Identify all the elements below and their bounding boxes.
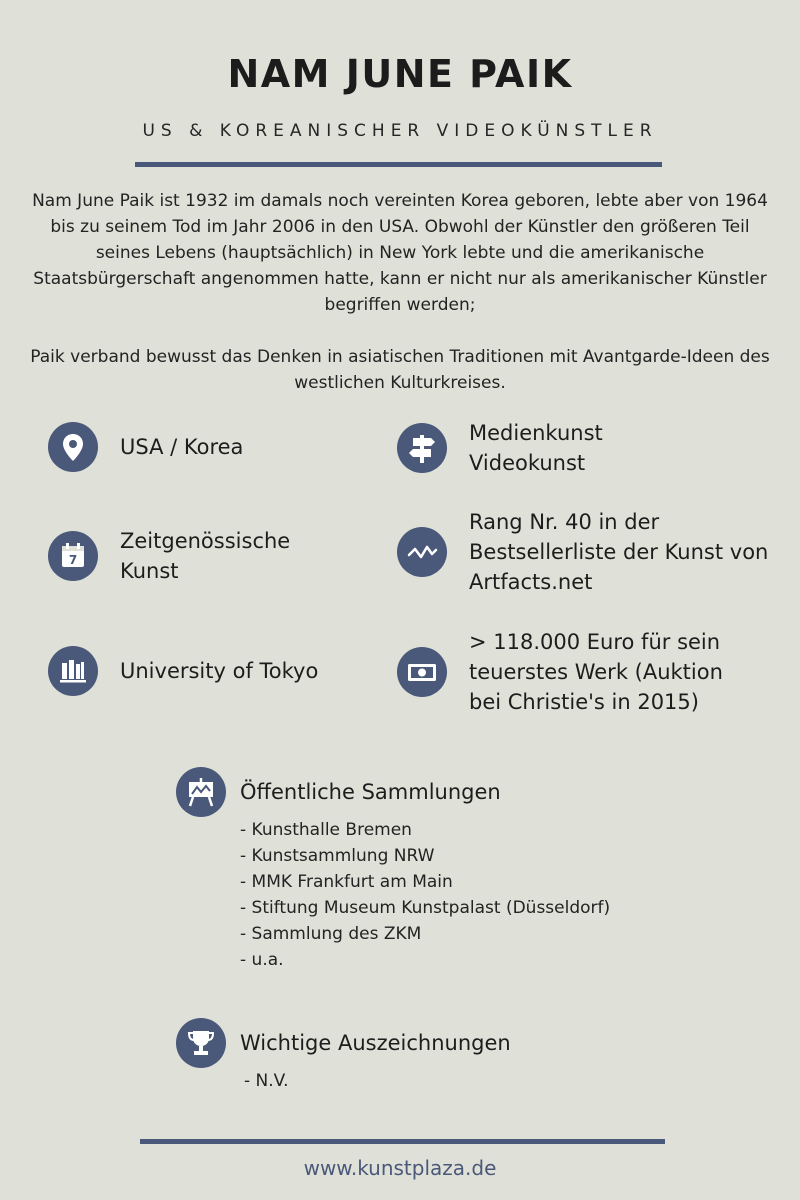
fact-ranking-line-2: Bestsellerliste der Kunst von [469,540,769,564]
location-pin-icon [48,422,98,472]
trend-line-icon [397,527,447,577]
list-item: - u.a. [240,950,284,970]
collections-section [176,767,610,973]
fact-genre-line-2: Videokunst [469,451,586,475]
page-title: NAM JUNE PAIK [227,52,573,96]
trophy-icon [176,1018,226,1068]
awards-section [176,1018,511,1094]
fact-location [48,422,243,472]
list-item: - MMK Frankfurt am Main [240,872,453,892]
list-item: - Kunstsammlung NRW [240,846,435,866]
awards-heading: Wichtige Auszeichnungen [240,1031,511,1055]
list-item: - Sammlung des ZKM [240,924,422,944]
easel-icon [176,767,226,817]
fact-price-line-1: > 118.000 Euro für sein [469,630,721,654]
fact-genre-line-1: Medienkunst [469,421,603,445]
collections-heading: Öffentliche Sammlungen [240,780,501,804]
bottom-divider [140,1139,665,1144]
fact-genre [397,418,603,478]
money-icon [397,647,447,697]
fact-education-line: University of Tokyo [120,659,319,683]
fact-location-line: USA / Korea [120,435,244,459]
fact-ranking-line-3: Artfacts.net [469,570,593,594]
signpost-icon [397,423,447,473]
awards-list [244,1068,511,1094]
intro-paragraph-2: Paik verband bewusst das Denken in asiatischen Traditionen mit Avantgarde-Ideen des westlichen Kulturkreises. [30,347,770,393]
fact-ranking-line-1: Rang Nr. 40 in der [469,510,660,534]
fact-era-line-2: Kunst [120,559,179,583]
intro-text [22,188,778,396]
fact-education [48,646,318,696]
list-item: - Stiftung Museum Kunstpalast (Düsseldorf) [240,898,611,918]
fact-price-line-3: bei Christie's in 2015) [469,690,699,714]
top-divider [135,162,662,167]
fact-era-line-1: Zeitgenössische [120,529,291,553]
books-icon [48,646,98,696]
list-item: - Kunsthalle Bremen [240,820,412,840]
fact-ranking [397,507,768,597]
page-subtitle: US & KOREANISCHER VIDEOKÜNSTLER [142,121,658,141]
calendar-icon [48,531,98,581]
fact-era [48,526,290,586]
footer-url: www.kunstplaza.de [303,1156,497,1180]
calendar-day: 7 [68,553,78,567]
fact-price [397,627,723,717]
list-item: - N.V. [244,1071,289,1091]
intro-paragraph-1: Nam June Paik ist 1932 im damals noch vereinten Korea geboren, lebte aber von 1964 bis zu seinem Tod im Jahr 2006 in den USA. Obwohl der Künstler den größeren Teil seines Lebens (hauptsächlich) in New York lebte und die amerikanische Staatsbürgerschaft angenommen hatte, kann er nicht nur als amerikanischer Künstler begriffen werden; [32,191,768,315]
fact-price-line-2: teuerstes Werk (Auktion [469,660,723,684]
collections-list [240,817,610,973]
